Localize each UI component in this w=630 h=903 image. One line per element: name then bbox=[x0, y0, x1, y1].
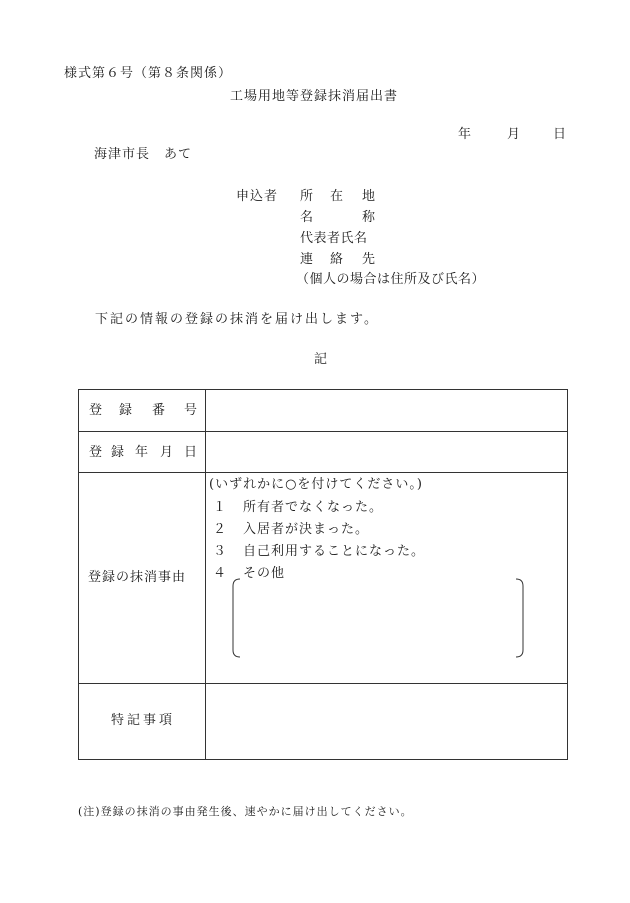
reason-instruction: (いずれかに○を付けてください。) bbox=[209, 477, 423, 492]
applicant-note: （個人の場合は住所及び氏名） bbox=[296, 272, 486, 287]
applicant-name-label: 名 称 bbox=[300, 210, 376, 225]
applicant-contact-label: 連 絡 先 bbox=[300, 252, 376, 267]
reason-cell bbox=[206, 473, 568, 684]
remarks-value[interactable] bbox=[206, 684, 568, 760]
date-month-label: 月 bbox=[507, 127, 521, 142]
reason-option-4[interactable]: ４ その他 bbox=[213, 566, 286, 581]
reason-option-3[interactable]: ３ 自己利用することになった。 bbox=[213, 544, 426, 559]
reason-label: 登録の抹消事由 bbox=[79, 473, 206, 684]
reason-option-1[interactable]: １ 所有者でなくなった。 bbox=[213, 500, 384, 515]
remarks-label: 特記事項 bbox=[79, 684, 206, 760]
footnote: (注)登録の抹消の事由発生後、速やかに届け出してください。 bbox=[78, 805, 413, 818]
registration-date-value[interactable] bbox=[206, 432, 568, 473]
bracket-icon bbox=[232, 578, 524, 658]
addressee: 海津市長 あて bbox=[94, 147, 193, 162]
registration-number-label: 登 録 番 号 bbox=[79, 390, 206, 432]
registration-table bbox=[78, 389, 568, 760]
date-year-label: 年 bbox=[458, 127, 472, 142]
date-day-label: 日 bbox=[553, 127, 567, 142]
intro-text: 下記の情報の登録の抹消を届け出します。 bbox=[95, 312, 379, 327]
applicant-representative-label: 代表者氏名 bbox=[300, 231, 368, 246]
form-number-label: 様式第６号（第８条関係） bbox=[64, 66, 233, 81]
ki-heading: 記 bbox=[314, 352, 328, 367]
applicant-label: 申込者 bbox=[236, 189, 279, 204]
registration-number-value[interactable] bbox=[206, 390, 568, 432]
other-detail-field[interactable] bbox=[232, 578, 524, 658]
document-title: 工場用地等登録抹消届出書 bbox=[230, 89, 399, 104]
reason-option-2[interactable]: ２ 入居者が決まった。 bbox=[213, 522, 370, 537]
applicant-address-label: 所 在 地 bbox=[300, 189, 376, 204]
registration-date-label: 登 録 年 月 日 bbox=[79, 432, 206, 473]
